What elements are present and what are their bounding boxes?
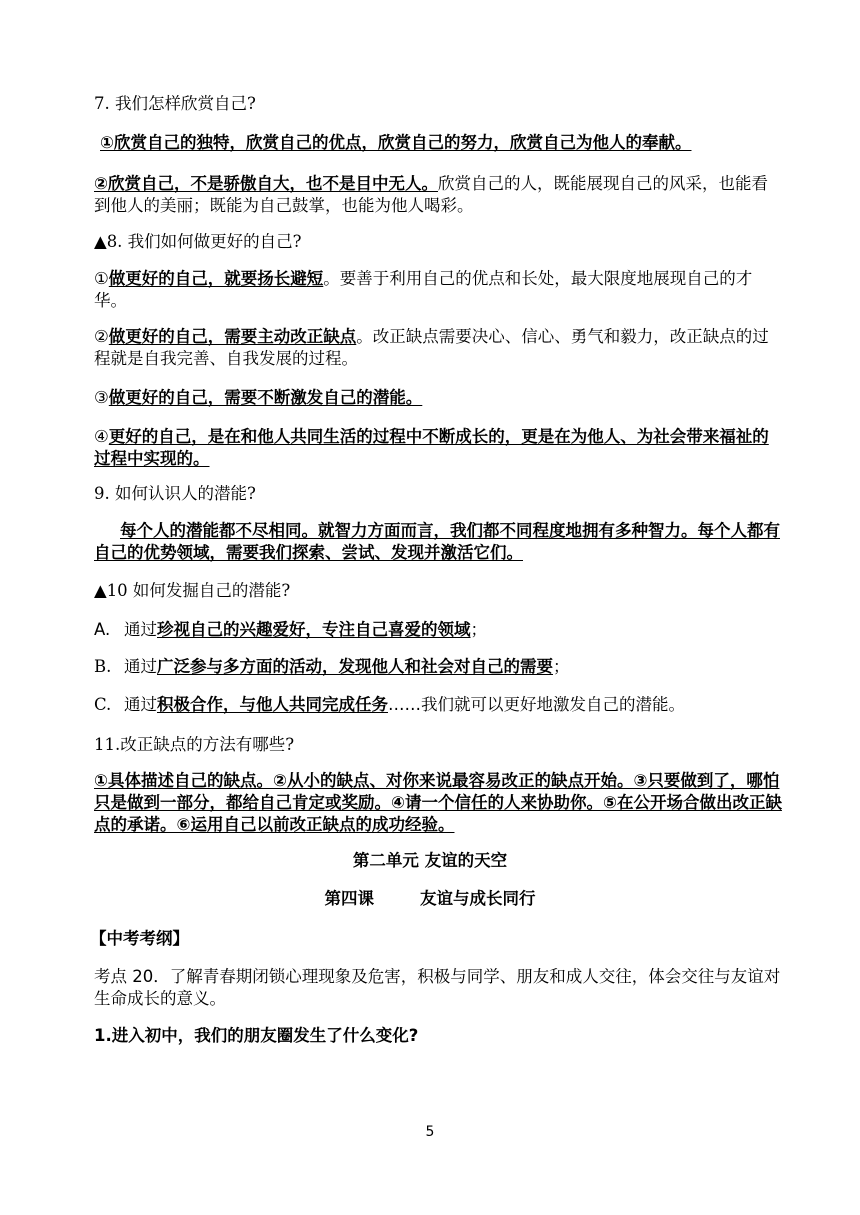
- question-10-title: [94, 580, 784, 602]
- question-9-title: [94, 483, 784, 505]
- item-letter: A.: [94, 620, 111, 639]
- item-prefix: 通过: [124, 620, 157, 639]
- item-suffix: ；: [470, 620, 487, 639]
- question-7-title: [94, 93, 784, 115]
- answer-8-point-4: [94, 426, 784, 470]
- answer-7-point-1: ①欣赏自己的独特，欣赏自己的优点，欣赏自己的努力，欣赏自己为他人的奉献。: [100, 133, 692, 152]
- answer-9: 每个人的潜能都不尽相同。就智力方面而言，我们都不同程度地拥有多种智力。每个人都有自己的优势领域，需要我们探索、尝试、发现并激活它们。: [94, 521, 780, 562]
- question-text: 9. 如何认识人的潜能?: [94, 484, 256, 503]
- question-1-title: 1.进入初中，我们的朋友圈发生了什么变化?: [94, 1026, 419, 1045]
- explanation: 。改正缺点需要决心、信心、勇气和毅力，改正缺点的过程就是自我完善、自我发展的过程。: [94, 327, 769, 368]
- item-prefix: 通过: [124, 695, 157, 714]
- question-text: 7. 我们怎样欣赏自己?: [94, 94, 256, 113]
- answer-10-item-c: [94, 694, 784, 716]
- key-point: 做更好的自己，就要扬长避短: [108, 269, 324, 288]
- key-point: 积极合作，与他人共同完成任务: [157, 695, 388, 714]
- explanation: 。要善于利用自己的优点和长处，最大限度地展现自己的才华。: [94, 269, 753, 310]
- lesson-title: 第四课 友谊与成长同行: [324, 889, 536, 908]
- answer-8-point-2: [94, 326, 784, 370]
- point-number: ③: [94, 388, 109, 407]
- point-number: ④: [94, 427, 109, 446]
- point-number: ②: [94, 327, 109, 346]
- item-letter: C.: [94, 695, 112, 714]
- page-number: 5: [425, 1124, 435, 1140]
- question-text: ▲10 如何发掘自己的潜能?: [94, 581, 291, 600]
- question-8-title: [94, 231, 784, 253]
- key-point: 珍视自己的兴趣爱好，专注自己喜爱的领域: [157, 620, 471, 639]
- item-suffix: ……我们就可以更好地激发自己的潜能。: [388, 695, 685, 714]
- item-prefix: 通过: [124, 657, 157, 676]
- answer-8-point-1: [94, 268, 784, 312]
- unit-title: 第二单元 友谊的天空: [352, 851, 508, 870]
- question-text: ▲8. 我们如何做更好的自己?: [94, 232, 302, 251]
- key-point: 做更好的自己，需要主动改正缺点: [108, 327, 357, 346]
- answer-10-item-b: [94, 656, 784, 678]
- question-11-title: [94, 734, 784, 756]
- key-point: 更好的自己，是在和他人共同生活的过程中不断成长的，更是在为他人、为社会带来福祉的过程中实现的。: [94, 427, 769, 468]
- question-text: 11.改正缺点的方法有哪些?: [94, 735, 295, 754]
- point-number: ①: [94, 269, 109, 288]
- item-suffix: ；: [553, 657, 570, 676]
- answer-7-point-2: [94, 173, 784, 217]
- answer-8-point-3: [94, 387, 784, 409]
- exam-outline-heading: 【中考考纲】: [90, 929, 189, 948]
- item-letter: B.: [94, 657, 112, 676]
- exam-point: 考点 20．了解青春期闭锁心理现象及危害，积极与同学、朋友和成人交往，体会交往与友谊对生命成长的意义。: [94, 967, 781, 1008]
- answer-11: ①具体描述自己的缺点。②从小的缺点、对你来说最容易改正的缺点开始。③只要做到了，哪怕只是做到一部分，都给自己肯定或奖励。④请一个信任的人来协助你。⑤在公开场合做出改正缺点的承诺。⑥运用自己以前改正缺点的成功经验。: [94, 771, 782, 834]
- explanation: 欣赏自己的人，既能展现自己的风采，也能看到他人的美丽；既能为自己鼓掌，也能为他人喝彩。: [94, 174, 768, 215]
- key-point: 广泛参与多方面的活动，发现他人和社会对自己的需要: [157, 657, 553, 676]
- key-point: ②欣赏自己，不是骄傲自大，也不是目中无人。: [94, 174, 438, 193]
- key-point: 做更好的自己，需要不断激发自己的潜能。: [108, 388, 423, 407]
- answer-10-item-a: [94, 619, 784, 641]
